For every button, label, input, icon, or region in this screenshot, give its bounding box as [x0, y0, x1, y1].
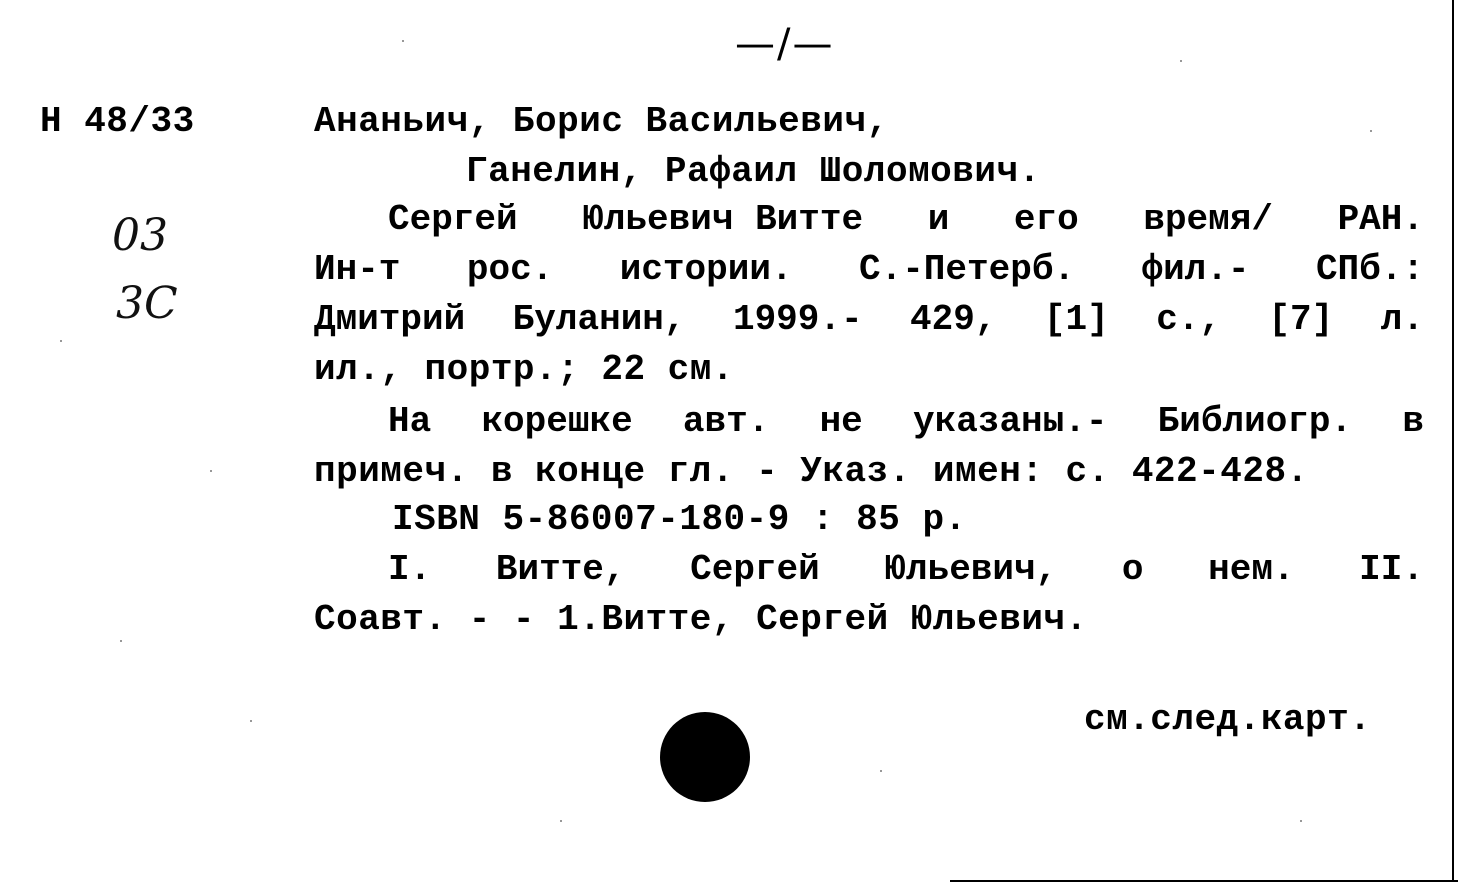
description-word: с.,	[1156, 299, 1221, 340]
subjects-word: нем.	[1208, 549, 1295, 590]
scan-speck	[402, 40, 404, 42]
description-word: л.	[1380, 299, 1424, 340]
description-word: и	[927, 199, 950, 240]
description-word: СПб.:	[1315, 249, 1424, 290]
handwritten-mark-2: 3С	[116, 278, 178, 329]
scan-speck	[210, 470, 212, 472]
description-word: 429,	[910, 299, 997, 340]
shelf-mark: Н 48/33	[40, 101, 195, 142]
notes-word: Библиогр.	[1157, 401, 1353, 442]
subjects-line-2: Соавт. - - 1.Витте, Сергей Юльевич.	[314, 599, 1088, 640]
description-word: Сергей	[388, 199, 518, 240]
scan-speck	[250, 720, 252, 722]
continuation-note: см.след.карт.	[1084, 699, 1372, 740]
notes-line-2: примеч. в конце гл. - Указ. имен: с. 422-428.	[314, 451, 1309, 492]
description-word: Буланин,	[512, 299, 686, 340]
description-word: время/	[1143, 199, 1273, 240]
notes-word: корешке	[481, 401, 633, 442]
scan-speck	[1370, 130, 1372, 132]
description-word: [7]	[1268, 299, 1334, 340]
notes-word: в	[1402, 401, 1424, 442]
description-line-4: ил., портр.; 22 см.	[314, 349, 734, 390]
scan-speck	[120, 640, 122, 642]
description-line-3	[314, 300, 1424, 340]
description-word: истории.	[619, 249, 793, 290]
subjects-word: Юльевич,	[884, 549, 1058, 590]
description-word: рос.	[466, 249, 554, 290]
notes-line-1	[388, 402, 1424, 442]
description-word: Юльевич Витте	[582, 199, 864, 240]
scan-speck	[880, 770, 882, 772]
subjects-word: Сергей	[690, 549, 820, 590]
punch-hole	[660, 712, 750, 802]
card-right-edge	[1452, 0, 1454, 882]
notes-word: указаны.-	[913, 401, 1108, 442]
description-word: Ин-т	[314, 249, 401, 290]
description-word: С.-Петерб.	[858, 249, 1076, 290]
notes-word: На	[388, 401, 432, 442]
scan-speck	[1180, 60, 1182, 62]
description-word: 1999.-	[732, 299, 863, 340]
handwritten-mark-1: 03	[112, 210, 168, 261]
isbn-price: ISBN 5-86007-180-9 : 85 р.	[392, 499, 967, 540]
scan-speck	[560, 820, 562, 822]
subjects-line-1	[388, 550, 1424, 590]
author-secondary: Ганелин, Рафаил Шоломович.	[466, 151, 1041, 192]
page-mark: —/—	[735, 21, 835, 67]
author-primary: Ананьич, Борис Васильевич,	[314, 101, 889, 142]
description-line-2	[314, 250, 1424, 290]
scan-speck	[60, 340, 62, 342]
subjects-word: II.	[1359, 549, 1424, 590]
notes-word: авт.	[682, 401, 770, 442]
description-word: его	[1013, 199, 1079, 240]
description-word: РАН.	[1337, 199, 1424, 240]
description-word: [1]	[1043, 299, 1109, 340]
description-word: фил.-	[1141, 249, 1250, 290]
subjects-word: о	[1121, 549, 1144, 590]
subjects-word: I.	[388, 549, 432, 590]
subjects-word: Витте,	[495, 549, 626, 590]
description-line-1	[388, 200, 1424, 240]
scan-speck	[1300, 820, 1302, 822]
description-word: Дмитрий	[314, 299, 466, 340]
notes-word: не	[819, 401, 863, 442]
